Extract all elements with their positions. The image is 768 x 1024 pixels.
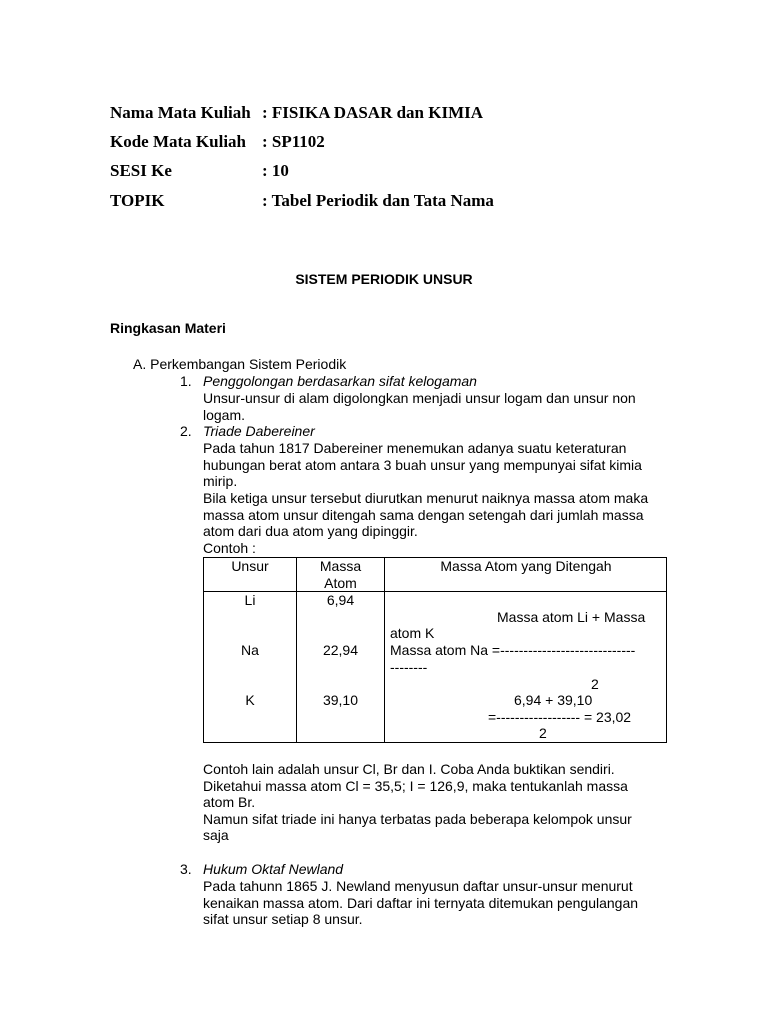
formula-line-8: 2 (539, 725, 547, 741)
formula-line-2: atom K (390, 625, 435, 641)
item-2-p1-line-2: hubungan berat atom antara 3 buah unsur yang mempunyai sifat kimia (203, 456, 642, 473)
formula-line-5: 2 (591, 676, 599, 692)
item-2-example-label: Contoh : (203, 540, 256, 556)
table-header-massa: Massa (319, 558, 362, 574)
after-table-line-2: Diketahui massa atom Cl = 35,5; I = 126,9, maka tentukanlah massa (203, 777, 628, 794)
item-3-line-1: Pada tahunn 1865 J. Newland menyusun daftar unsur-unsur menurut (203, 878, 633, 894)
table-header-massa-atom (297, 558, 384, 591)
item-1-body (203, 390, 694, 423)
item-3-body (203, 878, 694, 928)
table-cell-unsur-k: K (245, 692, 255, 708)
table-cell-massa-na: 22,94 (322, 642, 359, 658)
table-cell-massa-li: 6,94 (326, 592, 355, 608)
table-cell-massa-k: 39,10 (322, 692, 359, 708)
page-title: SISTEM PERIODIK UNSUR (295, 271, 473, 287)
header-value-topic: : Tabel Periodik dan Tata Nama (262, 191, 494, 210)
header-value-course-code: : SP1102 (262, 132, 325, 151)
table-cell-unsur-na: Na (241, 642, 259, 658)
item-2-p2-line-1: Bila ketiga unsur tersebut diurutkan menurut naiknya massa atom maka (203, 490, 649, 506)
formula-line-1: Massa atom Li + Massa (497, 609, 646, 625)
item-3-line-3: sifat unsur setiap 8 unsur. (203, 911, 363, 927)
item-2-paragraph-2 (203, 490, 694, 540)
item-1-number: 1. (180, 373, 192, 389)
item-2-number: 2. (180, 423, 192, 439)
item-3-title: Hukum Oktaf Newland (203, 861, 344, 877)
item-2-p1-line-1: Pada tahun 1817 Dabereiner menemukan adanya suatu keteraturan (203, 440, 627, 456)
table-header-unsur: Unsur (231, 558, 269, 574)
header-value-session: : 10 (262, 161, 289, 180)
header-label-topic: TOPIK (110, 191, 165, 210)
item-3-line-2: kenaikan massa atom. Dari daftar ini ternyata ditemukan pengulangan (203, 894, 639, 911)
formula-line-7: =------------------ = 23,02 (488, 709, 632, 725)
item-1-title: Penggolongan berdasarkan sifat kelogaman (203, 373, 477, 389)
formula-line-3: Massa atom Na =----------------------------- (390, 642, 636, 658)
after-table-line-1: Contoh lain adalah unsur Cl, Br dan I. Coba Anda buktikan sendiri. (203, 761, 615, 777)
section-a-heading: A. Perkembangan Sistem Periodik (133, 356, 347, 372)
triade-table (203, 557, 667, 743)
item-2-paragraph-1 (203, 440, 694, 490)
header-label-session: SESI Ke (110, 161, 172, 180)
header-value-course-name: : FISIKA DASAR dan KIMIA (262, 103, 484, 122)
formula-line-6: 6,94 + 39,10 (514, 692, 593, 708)
header-label-course-code: Kode Mata Kuliah (110, 132, 247, 151)
table-cell-unsur-li: Li (244, 592, 256, 608)
item-2-title: Triade Dabereiner (203, 423, 315, 439)
item-2-p1-line-3: mirip. (203, 473, 238, 489)
summary-heading: Ringkasan Materi (110, 320, 226, 336)
item-2-p2-line-3: atom dari dua atom yang dipinggir. (203, 523, 418, 539)
after-table-line-5: saja (203, 827, 229, 843)
item-1-line-2: logam. (203, 406, 246, 423)
after-table-line-3: atom Br. (203, 794, 256, 810)
after-table-line-4: Namun sifat triade ini hanya terbatas pada beberapa kelompok unsur (203, 810, 632, 827)
item-3-number: 3. (180, 861, 192, 877)
formula-line-4: -------- (390, 659, 428, 675)
table-header-atom: Atom (324, 574, 357, 591)
item-1-line-1: Unsur-unsur di alam digolongkan menjadi unsur logam dan unsur non (203, 390, 636, 406)
after-table-paragraph (203, 761, 694, 844)
item-2-p2-line-2: massa atom unsur ditengah sama dengan setengah dari jumlah massa (203, 506, 644, 523)
table-header-massa-tengah: Massa Atom yang Ditengah (440, 558, 612, 574)
table-divider-2 (384, 558, 385, 742)
header-label-course-name: Nama Mata Kuliah (110, 103, 251, 122)
